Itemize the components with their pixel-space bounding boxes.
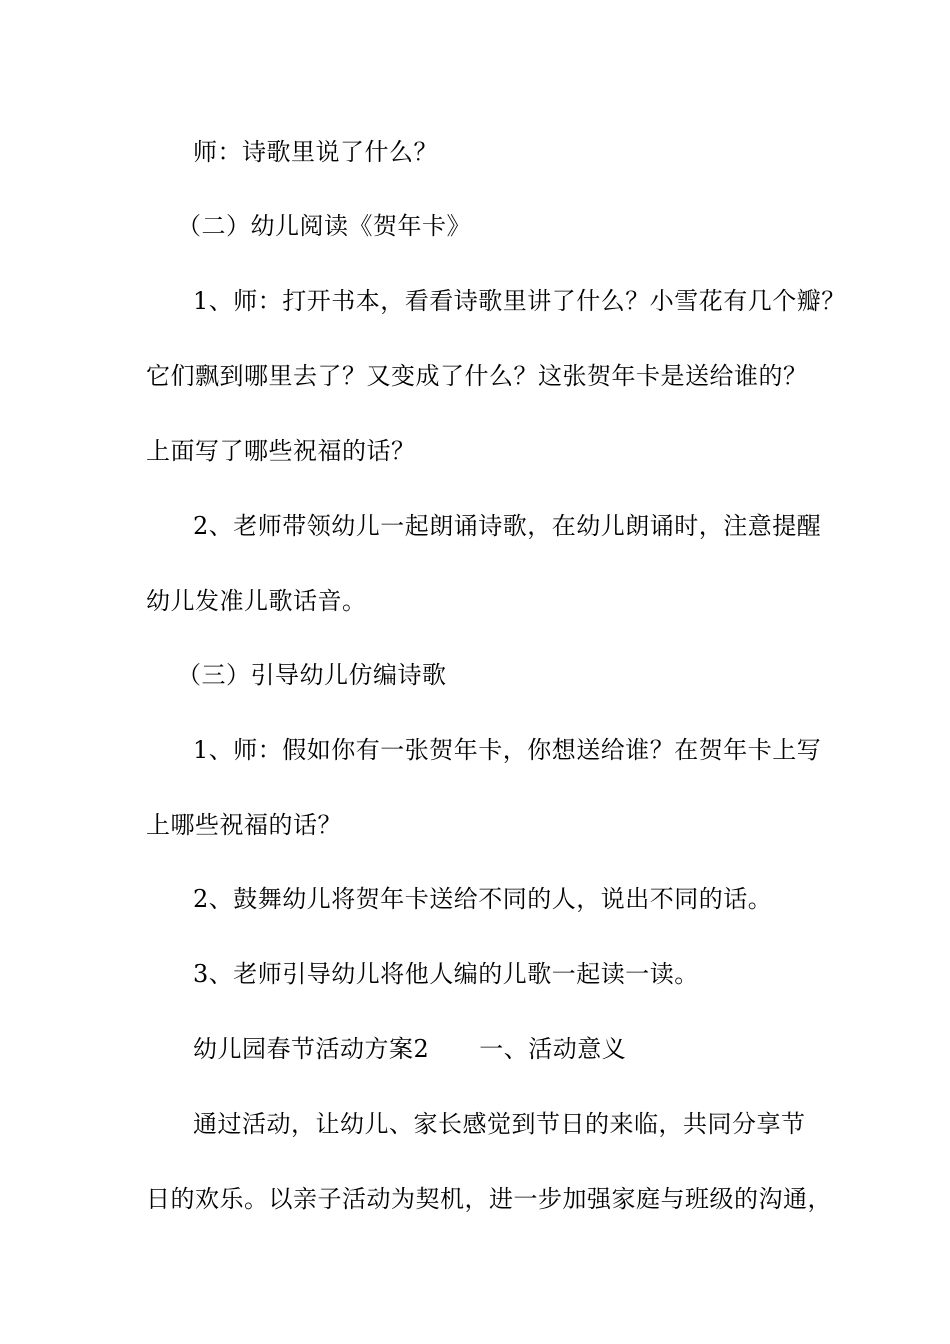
paragraph-line: 它们飘到哪里去了？又变成了什么？这张贺年卡是送给谁的？ [146,362,808,390]
plan-section-heading: 一、活动意义 [479,1035,627,1063]
paragraph-line: 通过活动，让幼儿、家长感觉到节日的来临，共同分享节 [193,1110,806,1138]
paragraph-line: 3、老师引导幼儿将他人编的儿歌一起读一读。 [193,960,699,988]
section-heading: （二）幼儿阅读《贺年卡》 [177,212,471,240]
section-heading: （三）引导幼儿仿编诗歌 [177,661,447,689]
paragraph-line: 幼儿发准儿歌话音。 [146,587,367,615]
paragraph-line: 上面写了哪些祝福的话？ [146,437,416,465]
paragraph-line: 1、师：打开书本，看看诗歌里讲了什么？小雪花有几个瓣？ [193,287,846,315]
paragraph-line: 2、老师带领幼儿一起朗诵诗歌，在幼儿朗诵时，注意提醒 [193,512,822,540]
paragraph-line: 1、师：假如你有一张贺年卡，你想送给谁？在贺年卡上写 [193,736,822,764]
paragraph-line: 师：诗歌里说了什么？ [193,138,438,166]
paragraph-line: 2、鼓舞幼儿将贺年卡送给不同的人，说出不同的话。 [193,885,773,913]
plan-title-line [193,1034,626,1064]
paragraph-line: 日的欢乐。以亲子活动为契机，进一步加强家庭与班级的沟通， [146,1185,832,1213]
paragraph-line: 上哪些祝福的话？ [146,811,342,839]
plan-title: 幼儿园春节活动方案2 [193,1035,430,1063]
